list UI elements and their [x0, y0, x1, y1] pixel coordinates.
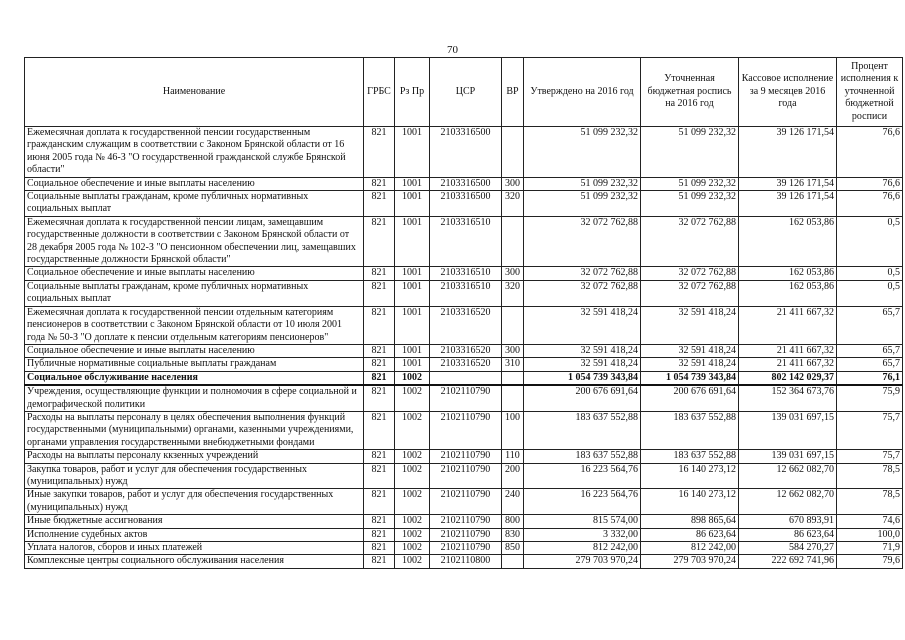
- cell-cash: 12 662 082,70: [739, 489, 837, 515]
- cell-vr: 850: [502, 542, 524, 555]
- cell-vr: 300: [502, 177, 524, 190]
- cell-csr: 2102110790: [430, 411, 502, 449]
- cell-name: Комплексные центры социального обслуживания населения: [25, 555, 364, 568]
- cell-name: Социальное обеспечение и иные выплаты населению: [25, 344, 364, 357]
- header-rzpr: Рз Пр: [395, 58, 430, 127]
- cell-grbs: 821: [364, 371, 395, 385]
- cell-csr: 2103316500: [430, 177, 502, 190]
- cell-rzpr: 1002: [395, 555, 430, 568]
- cell-vr: 200: [502, 463, 524, 489]
- cell-approved: 32 591 418,24: [524, 306, 641, 344]
- cell-percent: 0,5: [837, 216, 903, 267]
- table-row: [25, 344, 903, 357]
- cell-approved: 815 574,00: [524, 515, 641, 528]
- cell-rzpr: 1002: [395, 450, 430, 463]
- cell-csr: [430, 371, 502, 385]
- cell-approved: 3 332,00: [524, 528, 641, 541]
- cell-percent: 0,5: [837, 280, 903, 306]
- cell-csr: 2103316510: [430, 216, 502, 267]
- cell-name: Социальные выплаты гражданам, кроме публичных нормативных социальных выплат: [25, 191, 364, 217]
- cell-vr: [502, 127, 524, 178]
- cell-name: Иные бюджетные ассигнования: [25, 515, 364, 528]
- cell-grbs: 821: [364, 127, 395, 178]
- cell-refined: 812 242,00: [641, 542, 739, 555]
- cell-percent: 100,0: [837, 528, 903, 541]
- table-row: [25, 127, 903, 178]
- cell-csr: 2102110790: [430, 463, 502, 489]
- cell-vr: [502, 555, 524, 568]
- table-row: [25, 463, 903, 489]
- cell-refined: 279 703 970,24: [641, 555, 739, 568]
- cell-vr: [502, 385, 524, 411]
- cell-approved: 279 703 970,24: [524, 555, 641, 568]
- cell-rzpr: 1002: [395, 542, 430, 555]
- cell-cash: 802 142 029,37: [739, 371, 837, 385]
- cell-approved: 200 676 691,64: [524, 385, 641, 411]
- cell-cash: 152 364 673,76: [739, 385, 837, 411]
- cell-rzpr: 1001: [395, 306, 430, 344]
- page-number: 70: [447, 44, 458, 56]
- cell-percent: 75,7: [837, 450, 903, 463]
- cell-vr: 830: [502, 528, 524, 541]
- cell-percent: 0,5: [837, 267, 903, 280]
- cell-rzpr: 1001: [395, 280, 430, 306]
- cell-approved: 183 637 552,88: [524, 450, 641, 463]
- header-approved: Утверждено на 2016 год: [524, 58, 641, 127]
- cell-vr: 320: [502, 280, 524, 306]
- cell-csr: 2103316520: [430, 358, 502, 371]
- cell-name: Ежемесячная доплата к государственной пенсии лицам, замещавшим государственные должности в соответствии с Законом Брянской области от 28 декабря 2005 года № 102-З "О пенсионном обеспечении лиц, замещавших государственные должности Брянской области": [25, 216, 364, 267]
- cell-refined: 898 865,64: [641, 515, 739, 528]
- table-row: [25, 358, 903, 371]
- cell-refined: 51 099 232,32: [641, 127, 739, 178]
- cell-csr: 2102110800: [430, 555, 502, 568]
- cell-cash: 39 126 171,54: [739, 127, 837, 178]
- cell-cash: 162 053,86: [739, 216, 837, 267]
- cell-grbs: 821: [364, 542, 395, 555]
- cell-approved: 16 223 564,76: [524, 489, 641, 515]
- table-header-row: [25, 58, 903, 127]
- table-row: [25, 191, 903, 217]
- cell-csr: 2102110790: [430, 515, 502, 528]
- cell-vr: 300: [502, 344, 524, 357]
- cell-grbs: 821: [364, 450, 395, 463]
- table-row: [25, 542, 903, 555]
- cell-rzpr: 1001: [395, 191, 430, 217]
- cell-vr: 240: [502, 489, 524, 515]
- cell-rzpr: 1002: [395, 411, 430, 449]
- table-row: [25, 385, 903, 411]
- cell-vr: [502, 216, 524, 267]
- cell-approved: 32 591 418,24: [524, 358, 641, 371]
- cell-refined: 32 072 762,88: [641, 280, 739, 306]
- cell-csr: 2103316510: [430, 280, 502, 306]
- cell-rzpr: 1001: [395, 127, 430, 178]
- cell-grbs: 821: [364, 344, 395, 357]
- cell-refined: 32 072 762,88: [641, 216, 739, 267]
- cell-refined: 16 140 273,12: [641, 463, 739, 489]
- cell-rzpr: 1002: [395, 528, 430, 541]
- cell-name: Социальное обеспечение и иные выплаты населению: [25, 177, 364, 190]
- cell-name: Социальное обслуживание населения: [25, 371, 364, 385]
- cell-name: Иные закупки товаров, работ и услуг для обеспечения государственных (муниципальных) нужд: [25, 489, 364, 515]
- cell-name: Уплата налогов, сборов и иных платежей: [25, 542, 364, 555]
- table-row: [25, 371, 903, 385]
- cell-refined: 51 099 232,32: [641, 191, 739, 217]
- cell-approved: 32 072 762,88: [524, 216, 641, 267]
- cell-percent: 79,6: [837, 555, 903, 568]
- cell-name: Социальные выплаты гражданам, кроме публичных нормативных социальных выплат: [25, 280, 364, 306]
- cell-cash: 162 053,86: [739, 280, 837, 306]
- cell-grbs: 821: [364, 267, 395, 280]
- cell-percent: 76,6: [837, 191, 903, 217]
- cell-rzpr: 1001: [395, 267, 430, 280]
- cell-cash: 162 053,86: [739, 267, 837, 280]
- cell-csr: 2103316520: [430, 306, 502, 344]
- budget-table: [24, 57, 903, 569]
- cell-vr: 320: [502, 191, 524, 217]
- cell-grbs: 821: [364, 280, 395, 306]
- cell-refined: 32 591 418,24: [641, 344, 739, 357]
- cell-percent: 65,7: [837, 344, 903, 357]
- cell-csr: 2103316510: [430, 267, 502, 280]
- cell-vr: 800: [502, 515, 524, 528]
- cell-percent: 76,6: [837, 177, 903, 190]
- cell-csr: 2102110790: [430, 385, 502, 411]
- cell-grbs: 821: [364, 515, 395, 528]
- cell-refined: 1 054 739 343,84: [641, 371, 739, 385]
- cell-cash: 86 623,64: [739, 528, 837, 541]
- cell-cash: 584 270,27: [739, 542, 837, 555]
- header-name: Наименование: [25, 58, 364, 127]
- cell-rzpr: 1002: [395, 371, 430, 385]
- cell-csr: 2102110790: [430, 528, 502, 541]
- cell-percent: 65,7: [837, 306, 903, 344]
- table-row: [25, 306, 903, 344]
- cell-percent: 75,9: [837, 385, 903, 411]
- cell-grbs: 821: [364, 411, 395, 449]
- cell-refined: 183 637 552,88: [641, 411, 739, 449]
- cell-approved: 1 054 739 343,84: [524, 371, 641, 385]
- table-body: [25, 127, 903, 569]
- cell-cash: 670 893,91: [739, 515, 837, 528]
- cell-csr: 2102110790: [430, 450, 502, 463]
- table-row: [25, 411, 903, 449]
- cell-percent: 76,6: [837, 127, 903, 178]
- cell-rzpr: 1001: [395, 358, 430, 371]
- cell-rzpr: 1002: [395, 463, 430, 489]
- cell-percent: 78,5: [837, 489, 903, 515]
- cell-approved: 32 072 762,88: [524, 267, 641, 280]
- cell-vr: 310: [502, 358, 524, 371]
- cell-name: Закупка товаров, работ и услуг для обеспечения государственных (муниципальных) нужд: [25, 463, 364, 489]
- cell-rzpr: 1002: [395, 515, 430, 528]
- header-csr: ЦСР: [430, 58, 502, 127]
- cell-approved: 32 072 762,88: [524, 280, 641, 306]
- cell-grbs: 821: [364, 177, 395, 190]
- cell-cash: 39 126 171,54: [739, 177, 837, 190]
- cell-grbs: 821: [364, 306, 395, 344]
- table-row: [25, 555, 903, 568]
- cell-grbs: 821: [364, 358, 395, 371]
- cell-percent: 75,7: [837, 411, 903, 449]
- cell-percent: 65,7: [837, 358, 903, 371]
- table-row: [25, 177, 903, 190]
- cell-refined: 51 099 232,32: [641, 177, 739, 190]
- cell-percent: 71,9: [837, 542, 903, 555]
- cell-name: Ежемесячная доплата к государственной пенсии государственным гражданским служащим в соответствии с Законом Брянской области от 16 июня 2005 года № 46-З "О государственной гражданской службе Брянской области": [25, 127, 364, 178]
- header-percent: Процент исполнения к уточненной бюджетной росписи: [837, 58, 903, 127]
- cell-vr: [502, 306, 524, 344]
- cell-refined: 16 140 273,12: [641, 489, 739, 515]
- header-grbs: ГРБС: [364, 58, 395, 127]
- table-row: [25, 267, 903, 280]
- cell-csr: 2103316500: [430, 191, 502, 217]
- cell-percent: 74,6: [837, 515, 903, 528]
- header-vr: ВР: [502, 58, 524, 127]
- cell-approved: 51 099 232,32: [524, 177, 641, 190]
- cell-vr: 300: [502, 267, 524, 280]
- cell-approved: 51 099 232,32: [524, 127, 641, 178]
- cell-cash: 222 692 741,96: [739, 555, 837, 568]
- cell-rzpr: 1002: [395, 385, 430, 411]
- cell-cash: 21 411 667,32: [739, 344, 837, 357]
- cell-cash: 139 031 697,15: [739, 411, 837, 449]
- table-row: [25, 515, 903, 528]
- cell-approved: 183 637 552,88: [524, 411, 641, 449]
- cell-cash: 21 411 667,32: [739, 306, 837, 344]
- cell-vr: [502, 371, 524, 385]
- cell-cash: 12 662 082,70: [739, 463, 837, 489]
- cell-vr: 110: [502, 450, 524, 463]
- cell-grbs: 821: [364, 555, 395, 568]
- table-row: [25, 216, 903, 267]
- cell-name: Социальное обеспечение и иные выплаты населению: [25, 267, 364, 280]
- cell-csr: 2103316520: [430, 344, 502, 357]
- cell-grbs: 821: [364, 489, 395, 515]
- cell-name: Исполнение судебных актов: [25, 528, 364, 541]
- cell-rzpr: 1001: [395, 344, 430, 357]
- cell-grbs: 821: [364, 216, 395, 267]
- cell-refined: 200 676 691,64: [641, 385, 739, 411]
- cell-refined: 32 591 418,24: [641, 306, 739, 344]
- cell-approved: 812 242,00: [524, 542, 641, 555]
- cell-refined: 183 637 552,88: [641, 450, 739, 463]
- cell-grbs: 821: [364, 463, 395, 489]
- cell-name: Учреждения, осуществляющие функции и полномочия в сфере социальной и демографической политики: [25, 385, 364, 411]
- cell-cash: 139 031 697,15: [739, 450, 837, 463]
- header-cash: Кассовое исполнение за 9 месяцев 2016 года: [739, 58, 837, 127]
- table-row: [25, 528, 903, 541]
- header-refined: Уточненная бюджетная роспись на 2016 год: [641, 58, 739, 127]
- cell-approved: 32 591 418,24: [524, 344, 641, 357]
- cell-name: Расходы на выплаты персоналу в целях обеспечения выполнения функций государственными (муниципальными) органами, казенными учреждениями, органами управления государственными внебюджетными фондами: [25, 411, 364, 449]
- cell-approved: 16 223 564,76: [524, 463, 641, 489]
- cell-grbs: 821: [364, 191, 395, 217]
- cell-refined: 32 072 762,88: [641, 267, 739, 280]
- cell-csr: 2102110790: [430, 542, 502, 555]
- cell-name: Ежемесячная доплата к государственной пенсии отдельным категориям пенсионеров в соответствии с Законом Брянской области от 10 июля 2001 года № 50-З "О доплате к пенсии отдельным категориям пенсионеров": [25, 306, 364, 344]
- cell-vr: 100: [502, 411, 524, 449]
- cell-rzpr: 1002: [395, 489, 430, 515]
- cell-cash: 21 411 667,32: [739, 358, 837, 371]
- cell-grbs: 821: [364, 385, 395, 411]
- cell-approved: 51 099 232,32: [524, 191, 641, 217]
- table-row: [25, 489, 903, 515]
- cell-percent: 78,5: [837, 463, 903, 489]
- table-row: [25, 280, 903, 306]
- cell-rzpr: 1001: [395, 177, 430, 190]
- cell-name: Расходы на выплаты персоналу ккзенных учреждений: [25, 450, 364, 463]
- cell-refined: 32 591 418,24: [641, 358, 739, 371]
- cell-csr: 2103316500: [430, 127, 502, 178]
- cell-csr: 2102110790: [430, 489, 502, 515]
- cell-rzpr: 1001: [395, 216, 430, 267]
- cell-cash: 39 126 171,54: [739, 191, 837, 217]
- cell-grbs: 821: [364, 528, 395, 541]
- table-row: [25, 450, 903, 463]
- cell-name: Публичные нормативные социальные выплаты гражданам: [25, 358, 364, 371]
- cell-percent: 76,1: [837, 371, 903, 385]
- cell-refined: 86 623,64: [641, 528, 739, 541]
